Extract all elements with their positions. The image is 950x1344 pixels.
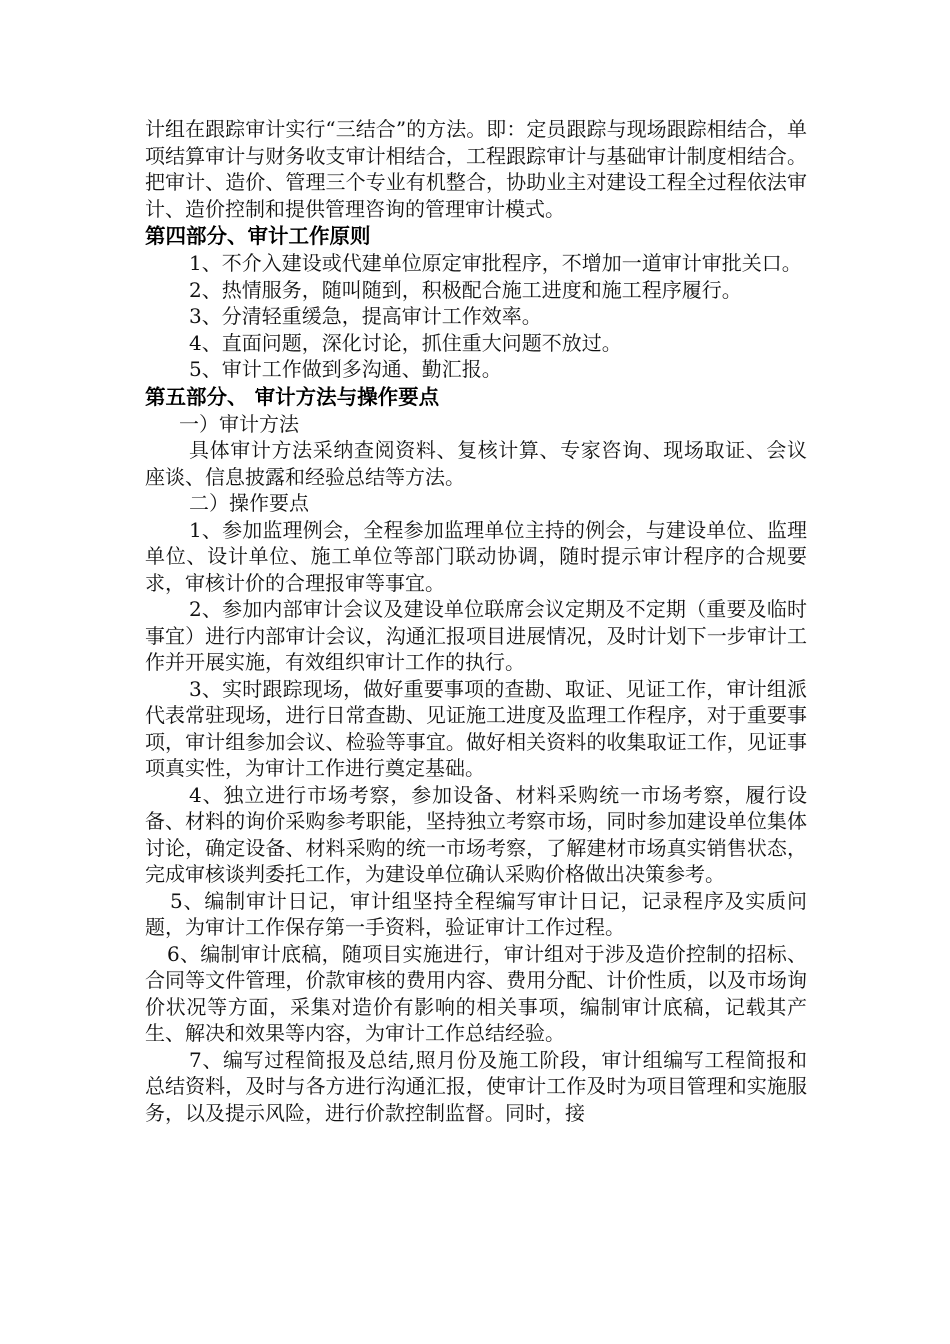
section-heading-part4: 第四部分、审计工作原则 [145, 224, 371, 248]
principle-item-1: 1、不介入建设或代建单位原定审批程序，不增加一道审计审批关口。 [189, 251, 802, 275]
operation-item-4: 4、独立进行市场考察，参加设备、材料采购统一市场考察，履行设备、材料的询价采购参考职能，坚持独立考察市场，同时参加建设单位集体讨论，确定设备、材料采购的统一市场考察，了解建材市场真实销售状态，完成审核谈判委托工作，为建设单位确认采购价格做出决策参考。 [145, 782, 807, 886]
operation-item-6: 6、编制审计底稿，随项目实施进行，审计组对于涉及造价控制的招标、合同等文件管理，价款审核的费用内容、费用分配、计价性质，以及市场询价状况等方面，采集对造价有影响的相关事项，编制审计底稿，记载其产生、解决和效果等内容，为审计工作总结经验。 [145, 941, 807, 1045]
intro-paragraph: 计组在跟踪审计实行“三结合”的方法。即：定员跟踪与现场跟踪相结合，单项结算审计与财务收支审计相结合，工程跟踪审计与基础审计制度相结合。把审计、造价、管理三个专业有机整合，协助业主对建设工程全过程依法审计、造价控制和提供管理咨询的管理审计模式。 [145, 117, 807, 221]
operation-item-3: 3、实时跟踪现场，做好重要事项的查勘、取证、见证工作，审计组派代表常驻现场，进行日常查勘、见证施工进度及监理工作程序，对于重要事项，审计组参加会议、检验等事宜。做好相关资料的收集取证工作，见证事项真实性，为审计工作进行奠定基础。 [145, 676, 807, 780]
audit-method-paragraph: 具体审计方法采纳查阅资料、复核计算、专家咨询、现场取证、会议座谈、信息披露和经验总结等方法。 [145, 438, 807, 489]
principle-item-4: 4、直面问题，深化讨论，抓住重大问题不放过。 [189, 330, 622, 355]
operation-item-5: 5、编制审计日记，审计组坚持全程编写审计日记，记录程序及实质问题，为审计工作保存第一手资料，验证审计工作过程。 [145, 888, 807, 939]
principle-item-2: 2、热情服务，随叫随到，积极配合施工进度和施工程序履行。 [189, 277, 742, 302]
operation-item-2: 2、参加内部审计会议及建设单位联席会议定期及不定期（重要及临时事宜）进行内部审计会议，沟通汇报项目进展情况，及时计划下一步审计工作并开展实施，有效组织审计工作的执行。 [145, 597, 807, 674]
section-heading-part5: 第五部分、 审计方法与操作要点 [145, 384, 440, 409]
subheading-audit-method: 一）审计方法 [179, 411, 299, 436]
document-page [145, 116, 807, 1126]
principle-item-5: 5、审计工作做到多沟通、勤汇报。 [189, 357, 502, 381]
operation-item-7: 7、编写过程简报及总结,照月份及施工阶段，审计组编写工程简报和总结资料，及时与各方进行沟通汇报，使审计工作及时为项目管理和实施服务，以及提示风险，进行价款控制监督。同时，接 [145, 1047, 807, 1125]
operation-item-1: 1、参加监理例会，全程参加监理单位主持的例会，与建设单位、监理单位、设计单位、施工单位等部门联动协调，随时提示审计程序的合规要求，审核计价的合理报审等事宜。 [145, 517, 807, 595]
subheading-operation-points: 二）操作要点 [189, 491, 309, 515]
principle-item-3: 3、分清轻重缓急，提高审计工作效率。 [189, 304, 542, 328]
